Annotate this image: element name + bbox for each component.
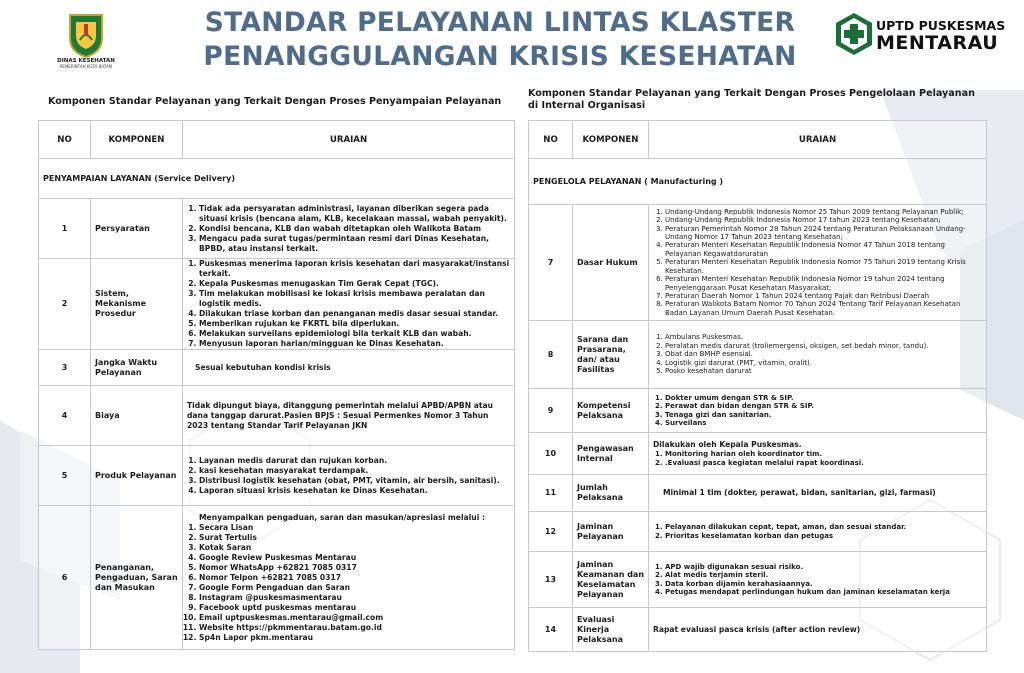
list-item: 3. Obat dan BMHP esensial. [665,350,982,358]
list-item: 4. Dilakukan triase korban dan penanganan medis dasar sesuai standar. [199,309,510,319]
row-uraian [649,389,987,433]
list-item: 5. Posko kesehatan darurat [665,367,982,375]
list-item: 7. Peraturan Daerah Nomor 1 Tahun 2024 tentang Pajak dan Retribusi Daerah [665,292,982,300]
table-header-row [39,121,515,159]
list-item: 2. Perawat dan bidan dengan STR & SIP. [665,402,982,410]
col-komponen: KOMPONEN [91,121,183,159]
list-item: 2. Kondisi bencana, KLB dan wabah ditetapkan oleh Walikota Batam [199,224,510,234]
table-row [529,433,987,475]
row-uraian [183,506,515,650]
page-header [0,0,1024,88]
col-no: NO [529,121,573,159]
row-no: 7 [529,205,573,321]
row-no: 12 [529,512,573,552]
group-label: PENYAMPAIAN LAYANAN (Service Delivery) [39,159,515,199]
table-row [529,321,987,389]
left-section-title: Komponen Standar Pelayanan yang Terkait Dengan Proses Penyampaian Pelayanan [48,96,502,107]
col-no: NO [39,121,91,159]
logo-subcaption: PEMERINTAH KOTA BATAM [59,64,113,69]
batam-emblem-icon [66,12,106,58]
row-komponen: Jangka Waktu Pelayanan [91,350,183,386]
list-item: 6. Nomor Telpon +62821 7085 0317 [199,573,510,583]
row-komponen: Evaluasi Kinerja Pelaksana [573,608,649,652]
list-item: 3. Tenaga gizi dan sanitarian. [665,411,982,419]
group-row [39,159,515,199]
list-item: 4. Peraturan Menteri Kesehatan Republik Indonesia Nomor 47 Tahun 2018 tentang Pelayanan Kegawatdaruratan [665,241,982,258]
logo-line-1: UPTD PUSKESMAS [876,18,1006,33]
list-item: 3. Kotak Saran [199,543,510,553]
row-no: 9 [529,389,573,433]
row-no: 1 [39,199,91,259]
table-row [529,608,987,652]
row-komponen: Persyaratan [91,199,183,259]
list-item: 1. Tidak ada persyaratan administrasi, layanan diberikan segera pada situasi krisis (bencana alam, KLB, kecelakaan massal, wabah penyakit). [199,204,510,224]
right-service-table [528,120,987,652]
list-item: 2. Kepala Puskesmas menugaskan Tim Gerak Cepat (TGC). [199,279,510,289]
row-uraian [649,512,987,552]
list-item: 6. Peraturan Menteri Kesehatan Republik Indonesia Nomor 19 tahun 2024 tentang Penyelenggaraan Pusat Kesehatan Masyarakat; [665,275,982,292]
row-komponen: Sarana dan Prasarana, dan/ atau Fasilitas [573,321,649,389]
list-item: 4. Surveilans [665,419,982,427]
list-item: 1. Monitoring harian oleh koordinator tim. [665,450,982,458]
list-item: 2. .Evaluasi pasca kegiatan melalui rapat koordinasi. [665,459,982,467]
table-row [39,259,515,350]
list-item: 1. APD wajib digunakan sesuai risiko. [665,563,982,571]
page-title [170,6,830,74]
row-uraian [183,386,515,446]
list-item: 4. Logistik gizi darurat (PMT, vitamin, oralit). [665,359,982,367]
row-komponen: Penanganan, Pengaduan, Saran dan Masukan [91,506,183,650]
table-row [39,199,515,259]
row-no: 11 [529,475,573,512]
list-item: 3. Peraturan Pemerintah Nomor 28 Tahun 2024 tentang Peraturan Pelaksanaan Undang-Undang Nomor 17 Tahun 2023 tentang Kesehatan; [665,225,982,242]
list-item: 2. Alat medis terjamin steril. [665,571,982,579]
row-komponen: Biaya [91,386,183,446]
list-item: 10. Email uptpuskesmas.mentarau@gmail.com [199,613,510,623]
table-row [39,506,515,650]
row-uraian [183,350,515,386]
list-item: 4. Laporan situasi krisis kesehatan ke Dinas Kesehatan. [199,486,510,496]
row-no: 10 [529,433,573,475]
row-uraian [649,608,987,652]
list-item: 5. Nomor WhatsApp +62821 7085 0317 [199,563,510,573]
group-row [529,159,987,205]
right-section-title: Komponen Standar Pelayanan yang Terkait Dengan Proses Pengelolaan Pelayanan di Internal Organisasi [528,88,975,111]
title-line-2: PENANGGULANGAN KRISIS KESEHATAN [203,41,797,72]
list-item: 3. Distribusi logistik kesehatan (obat, PMT, vitamin, air bersih, sanitasi). [199,476,510,486]
uraian-text: Rapat evaluasi pasca krisis (after action review) [653,624,861,634]
row-no: 5 [39,446,91,506]
uraian-text: Sesuai kebutuhan kondisi krisis [195,362,331,372]
dinas-kesehatan-logo [56,12,116,69]
row-no: 2 [39,259,91,350]
row-no: 14 [529,608,573,652]
list-item: 2. Surat Tertulis [199,533,510,543]
row-no: 4 [39,386,91,446]
row-uraian [183,446,515,506]
row-komponen: Jumlah Pelaksana [573,475,649,512]
logo-line-2: MENTARAU [876,32,999,54]
uraian-intro: Dilakukan oleh Kepala Puskesmas. [653,440,802,450]
row-komponen: Sistem, Mekanisme Prosedur [91,259,183,350]
col-komponen: KOMPONEN [573,121,649,159]
row-komponen: Jaminan Keamanan dan Keselamatan Pelayanan [573,552,649,608]
list-item: 7. Google Form Pengaduan dan Saran [199,583,510,593]
row-no: 6 [39,506,91,650]
table-row [529,205,987,321]
table-row [529,389,987,433]
title-line-1: STANDAR PELAYANAN LINTAS KLASTER [204,7,796,38]
table-row [529,475,987,512]
list-item: 4. Petugas mendapat perlindungan hukum dan jaminan keselamatan kerja [665,588,982,596]
list-item: 5. Memberikan rujukan ke FKRTL bila diperlukan. [199,319,510,329]
logo-caption: DINAS KESEHATAN [57,58,115,64]
list-item: 1. Ambulans Puskesmas. [665,333,982,341]
uraian-text: Tidak dipungut biaya, ditanggung pemerintah melalui APBD/APBN atau dana tanggap darurat.Pasien BPJS : Sesuai Permenkes Nomor 3 Tahun 2023 tentang Standar Tarif Pelayanan JKN [187,400,494,430]
row-no: 13 [529,552,573,608]
col-uraian: URAIAN [183,121,515,159]
list-item: 3. Data korban dijamin kerahasiaannya. [665,580,982,588]
list-item: 3. Tim melakukan mobilisasi ke lokasi krisis membawa peralatan dan logistik medis. [199,289,510,309]
row-uraian [649,552,987,608]
list-item: 1. Undang-Undang Republik Indonesia Nomor 25 Tahun 2009 tentang Pelayanan Publik; [665,208,982,216]
list-item: 1. Pelayanan dilakukan cepat, tepat, aman, dan sesuai standar. [665,523,982,531]
list-item: 1. Secara Lisan [199,523,510,533]
table-header-row [529,121,987,159]
col-uraian: URAIAN [649,121,987,159]
row-uraian [183,199,515,259]
list-item: 3. Mengacu pada surat tugas/permintaan resmi dari Dinas Kesehatan, BPBD, atau instansi terkait. [199,234,510,254]
list-item: 4. Google Review Puskesmas Mentarau [199,553,510,563]
row-uraian [649,321,987,389]
row-uraian [649,475,987,512]
puskesmas-logo [832,10,1006,58]
list-item: 6. Melakukan surveilans epidemiologi bila terkait KLB dan wabah. [199,329,510,339]
list-item: 11. Website https://pkmmentarau.batam.go.id [199,623,510,633]
list-item: 5. Peraturan Menteri Kesehatan Republik Indonesia Nomor 75 Tahun 2019 tentang Krisis Kesehatan. [665,258,982,275]
table-row [529,552,987,608]
row-komponen: Dasar Hukum [573,205,649,321]
list-item: 1. Dokter umum dengan STR & SIP. [665,394,982,402]
left-service-table [38,120,515,650]
row-komponen: Produk Pelayanan [91,446,183,506]
puskesmas-emblem-icon [834,12,874,56]
list-item: 2. kasi kesehatan masyarakat terdampak. [199,466,510,476]
row-uraian [649,205,987,321]
list-item: 8. Instagram @puskesmasmentarau [199,593,510,603]
list-item: 2. Undang-Undang Republik Indonesia Nomor 17 tahun 2023 tentang Kesehatan; [665,216,982,224]
table-row [39,350,515,386]
uraian-text: Minimal 1 tim (dokter, perawat, bidan, sanitarian, gizi, farmasi) [663,488,936,497]
list-item: 12. Sp4n Lapor pkm.mentarau [199,633,510,643]
list-item: 9. Facebook uptd puskesmas mentarau [199,603,510,613]
table-row [39,386,515,446]
list-item: 1. Puskesmas menerima laporan krisis kesehatan dari masyarakat/instansi terkait. [199,259,510,279]
row-komponen: Pengawasan Internal [573,433,649,475]
row-uraian [649,433,987,475]
list-item: 2. Peralatan medis darurat (troliemergensi, oksigen, set bedah minor, tandu). [665,342,982,350]
row-komponen: Kompetensi Pelaksana [573,389,649,433]
table-row [39,446,515,506]
row-no: 8 [529,321,573,389]
list-item: 8. Peraturan Walikota Batam Nomor 70 Tahun 2024 Tentang Tarif Pelayanan Kesehatan Badan Layanan Umum Daerah Pusat Kesehatan. [665,300,982,317]
uraian-intro: Menyampaikan pengaduan, saran dan masukan/apresiasi melalui : [199,512,485,522]
list-item: 2. Prioritas keselamatan korban dan petugas [665,532,982,540]
row-uraian [183,259,515,350]
group-label: PENGELOLA PELAYANAN ( Manufacturing ) [529,159,987,205]
list-item: 1. Layanan medis darurat dan rujukan korban. [199,456,510,466]
row-komponen: Jaminan Pelayanan [573,512,649,552]
row-no: 3 [39,350,91,386]
table-row [529,512,987,552]
list-item: 7. Menyusun laporan harian/mingguan ke Dinas Kesehatan. [199,339,510,349]
